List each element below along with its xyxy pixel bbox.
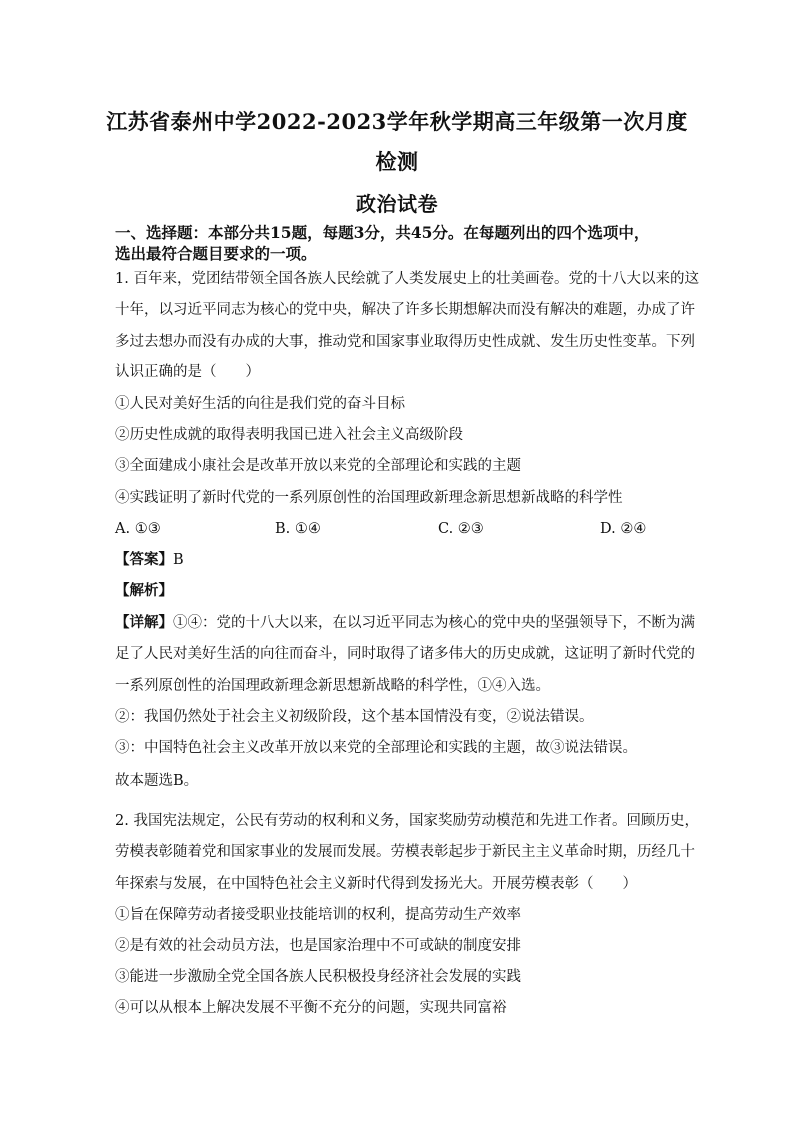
q2-stem-line: 劳模表彰随着党和国家事业的发展而发展。劳模表彰起步于新民主主义革命时期，历经几十 bbox=[115, 844, 695, 860]
q1-choice-item: ③全面建成小康社会是改革开放以来党的全部理论和实践的主题 bbox=[115, 458, 521, 474]
exam-title-line2: 检测 bbox=[375, 149, 419, 174]
q2-choice-item: ④可以从根本上解决发展不平衡不充分的问题，实现共同富裕 bbox=[115, 1000, 507, 1016]
q2-choice-item: ③能进一步激励全党全国各族人民积极投身经济社会发展的实践 bbox=[115, 969, 521, 985]
q1-choice-item: ②历史性成就的取得表明我国已进入社会主义高级阶段 bbox=[115, 427, 463, 443]
q2-choice-item: ①旨在保障劳动者接受职业技能培训的权利，提高劳动生产效率 bbox=[115, 907, 521, 923]
section-heading-line1: 一、选择题：本部分共15题，每题3分，共45分。在每题列出的四个选项中， bbox=[115, 223, 650, 242]
exam-title-line1: 江苏省泰州中学2022-2023学年秋学期高三年级第一次月度 bbox=[106, 109, 688, 134]
q1-analysis-tag bbox=[115, 581, 685, 601]
q1-detail-line: 一系列原创性的治国理政新理念新思想新战略的科学性，①④入选。 bbox=[115, 678, 550, 694]
q1-option-d: D. ②④ bbox=[600, 521, 647, 537]
q1-conclusion: 故本题选B。 bbox=[115, 773, 199, 789]
q1-stem-line: 认识正确的是（ ） bbox=[115, 364, 260, 380]
q1-stem-line: 1. 百年来，党团结带领全国各族人民绘就了人类发展史上的壮美画卷。党的十八大以来的这 bbox=[115, 271, 699, 287]
q1-answer bbox=[115, 550, 685, 570]
q1-option-a: A. ①③ bbox=[115, 521, 161, 537]
q2-choice-item: ②是有效的社会动员方法，也是国家治理中不可或缺的制度安排 bbox=[115, 938, 521, 954]
q1-option-c: C. ②③ bbox=[438, 521, 484, 537]
q1-option-b: B. ①④ bbox=[275, 521, 321, 537]
q1-choice-item: ④实践证明了新时代党的一系列原创性的治国理政新理念新思想新战略的科学性 bbox=[115, 490, 623, 506]
detail-tag: 【详解】 bbox=[115, 614, 173, 631]
q1-choice-item: ①人民对美好生活的向往是我们党的奋斗目标 bbox=[115, 396, 405, 412]
q1-stem-line: 十年，以习近平同志为核心的党中央，解决了许多长期想解决而没有解决的难题，办成了许 bbox=[115, 302, 695, 318]
answer-tag: 【答案】 bbox=[115, 551, 173, 568]
analysis-tag: 【解析】 bbox=[115, 582, 173, 599]
q2-stem-line: 年探索与发展，在中国特色社会主义新时代得到发扬光大。开展劳模表彰（ ） bbox=[115, 876, 637, 892]
section-heading bbox=[115, 222, 685, 264]
q2-stem-line: 2. 我国宪法规定，公民有劳动的权利和义务，国家奖励劳动模范和先进工作者。回顾历史， bbox=[115, 813, 699, 829]
q1-detail-line: 足了人民对美好生活的向往而奋斗，同时取得了诸多伟大的历史成就，这证明了新时代党的 bbox=[115, 646, 695, 662]
answer-value: B bbox=[173, 552, 184, 568]
q1-detail-line: ②：我国仍然处于社会主义初级阶段，这个基本国情没有变，②说法错误。 bbox=[115, 709, 594, 725]
q1-stem-line: 多过去想办而没有办成的大事，推动党和国家事业取得历史性成就、发生历史性变革。下列 bbox=[115, 334, 695, 350]
detail-text: ①④：党的十八大以来，在以习近平同志为核心的党中央的坚强领导下，不断为满 bbox=[173, 615, 695, 631]
section-heading-line2: 选出最符合题目要求的一项。 bbox=[115, 244, 317, 263]
q1-detail-line: ③：中国特色社会主义改革开放以来党的全部理论和实践的主题，故③说法错误。 bbox=[115, 740, 637, 756]
q1-detail-line bbox=[115, 613, 695, 633]
exam-subject: 政治试卷 bbox=[356, 192, 438, 216]
